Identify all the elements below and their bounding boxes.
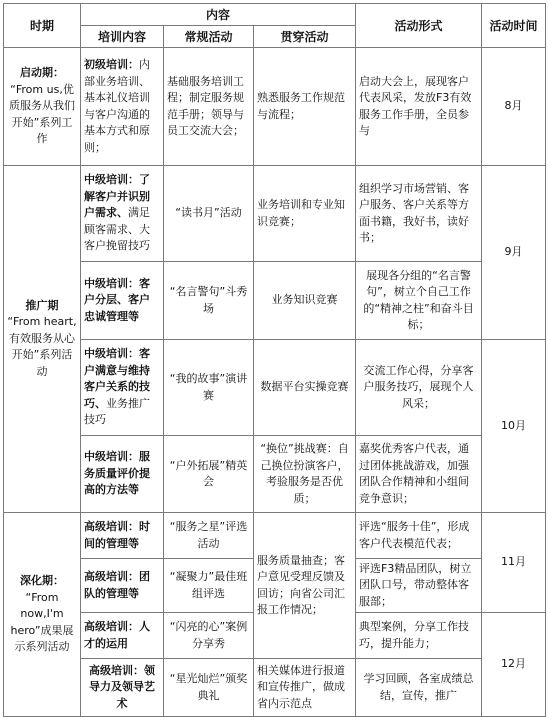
training-cell [81, 436, 164, 513]
training-title: 中级培训：客户满意与维持客户关系的技巧、 [84, 347, 150, 410]
training-title: 高级培训：领导力及领导艺术 [89, 663, 155, 710]
ongoing-cell: 数据平台实操竞赛 [254, 340, 356, 436]
training-text: 满足顾客需求、大客户挽留技巧 [84, 206, 150, 253]
header-content: 内容 [81, 4, 356, 26]
routine-cell: “名言警句”斗秀场 [164, 262, 254, 340]
form-cell: 启动大会上，展现客户代表风采，发放F3有效服务工作手册，全员参与 [356, 48, 482, 166]
routine-cell: “户外拓展”精英会 [164, 436, 254, 513]
table-row [4, 659, 546, 717]
stage-cell-deepening [4, 513, 81, 717]
training-title: 高级培训：人才的运用 [84, 620, 150, 650]
training-cell [81, 48, 164, 166]
routine-cell: “读书月”活动 [164, 166, 254, 262]
training-title: 中级培训：服务质量评价提高的方法等 [84, 450, 150, 497]
routine-cell: “星光灿烂”颁奖典礼 [164, 659, 254, 717]
time-cell: 11月 [482, 513, 546, 613]
stage-title: 深化期： [20, 574, 64, 588]
time-cell: 10月 [482, 340, 546, 513]
header-period: 时期 [4, 4, 81, 48]
time-cell: 9月 [482, 166, 546, 340]
activity-schedule-table [3, 3, 546, 717]
form-cell: 典型案例，分享工作技巧，提升能力； [356, 613, 482, 659]
ongoing-cell: 业务知识竞赛 [254, 262, 356, 340]
ongoing-cell: 服务质量抽查；客户意见受理反馈及回访；向省公司汇报工作情况； [254, 513, 356, 659]
training-title: 高级培训：时间的管理等 [84, 520, 150, 550]
routine-cell: “凝聚力”最佳班组评选 [164, 559, 254, 613]
ongoing-cell: 熟悉服务工作规范与流程； [254, 48, 356, 166]
routine-cell: “我的故事”演讲赛 [164, 340, 254, 436]
header-routine: 常规活动 [164, 26, 254, 48]
stage-description: “From heart,有效服务从心开始”系列活动 [7, 315, 77, 378]
form-cell: 交流工作心得，分享客户服务技巧，展现个人风采； [356, 340, 482, 436]
training-title: 中级培训：客户分层、客户忠诚管理等 [84, 276, 150, 323]
time-cell: 12月 [482, 613, 546, 717]
ongoing-cell: 相关媒体进行报道和宣传推广，做成省内示范点 [254, 659, 356, 717]
form-cell: 学习回顾，各室成绩总结，宣传，推广 [356, 659, 482, 717]
routine-cell: “闪亮的心”案例分享秀 [164, 613, 254, 659]
form-cell: 展现各分组的“名言警句”，树立个自己工作的“精神之柱”和奋斗目标； [356, 262, 482, 340]
form-cell: 组织学习市场营销、客户服务、客户关系等方面书籍，我好书，读好书； [356, 166, 482, 262]
ongoing-cell: 业务培训和专业知识竞赛； [254, 166, 356, 262]
training-cell [81, 262, 164, 340]
routine-cell: 基础服务培训工程；制定服务规范手册；领导与员工交流大会； [164, 48, 254, 166]
training-title: 高级培训：团队的管理等 [84, 570, 150, 600]
form-cell: 评选F3精品团队，树立团队口号，带动整体客服部； [356, 559, 482, 613]
training-cell [81, 613, 164, 659]
training-cell [81, 659, 164, 717]
stage-cell-launch [4, 48, 81, 166]
training-title: 初级培训： [84, 58, 139, 71]
table-row [4, 340, 546, 436]
form-cell: 评选“服务十佳”，形成客户代表模范代表； [356, 513, 482, 559]
table-row [4, 436, 546, 513]
stage-cell-promotion [4, 166, 81, 513]
stage-title: 启动期： [20, 66, 64, 80]
training-cell [81, 513, 164, 559]
form-cell: 嘉奖优秀客户代表，通过团体挑战游戏，加强团队合作精神和小组间竞争意识； [356, 436, 482, 513]
training-title: 中级培训：了解客户并识别户需求、 [84, 173, 150, 220]
training-text: 内部业务培训、基本礼仪培训与客户沟通的基本方式和原则； [84, 58, 150, 154]
training-cell [81, 166, 164, 262]
routine-cell: “服务之星”评选活动 [164, 513, 254, 559]
training-cell [81, 559, 164, 613]
training-cell [81, 340, 164, 436]
header-form: 活动形式 [356, 4, 482, 48]
header-row-top [4, 4, 546, 26]
header-training-content: 培训内容 [81, 26, 164, 48]
header-ongoing: 贯穿活动 [254, 26, 356, 48]
time-cell: 8月 [482, 48, 546, 166]
training-text: 业务推广技巧 [84, 396, 150, 427]
ongoing-cell: “换位”挑战赛：自己换位扮演客户，考验服务是否优质； [254, 436, 356, 513]
table-row [4, 513, 546, 559]
stage-description: “From now,I'm hero”成果展示系列活动 [10, 590, 74, 654]
stage-title: 推广期 [25, 298, 59, 312]
table-row [4, 48, 546, 166]
header-time: 活动时间 [482, 4, 546, 48]
table-row [4, 166, 546, 262]
table-row [4, 262, 546, 340]
stage-description: “From us,优质服务从我们开始”系列工作 [9, 82, 75, 146]
